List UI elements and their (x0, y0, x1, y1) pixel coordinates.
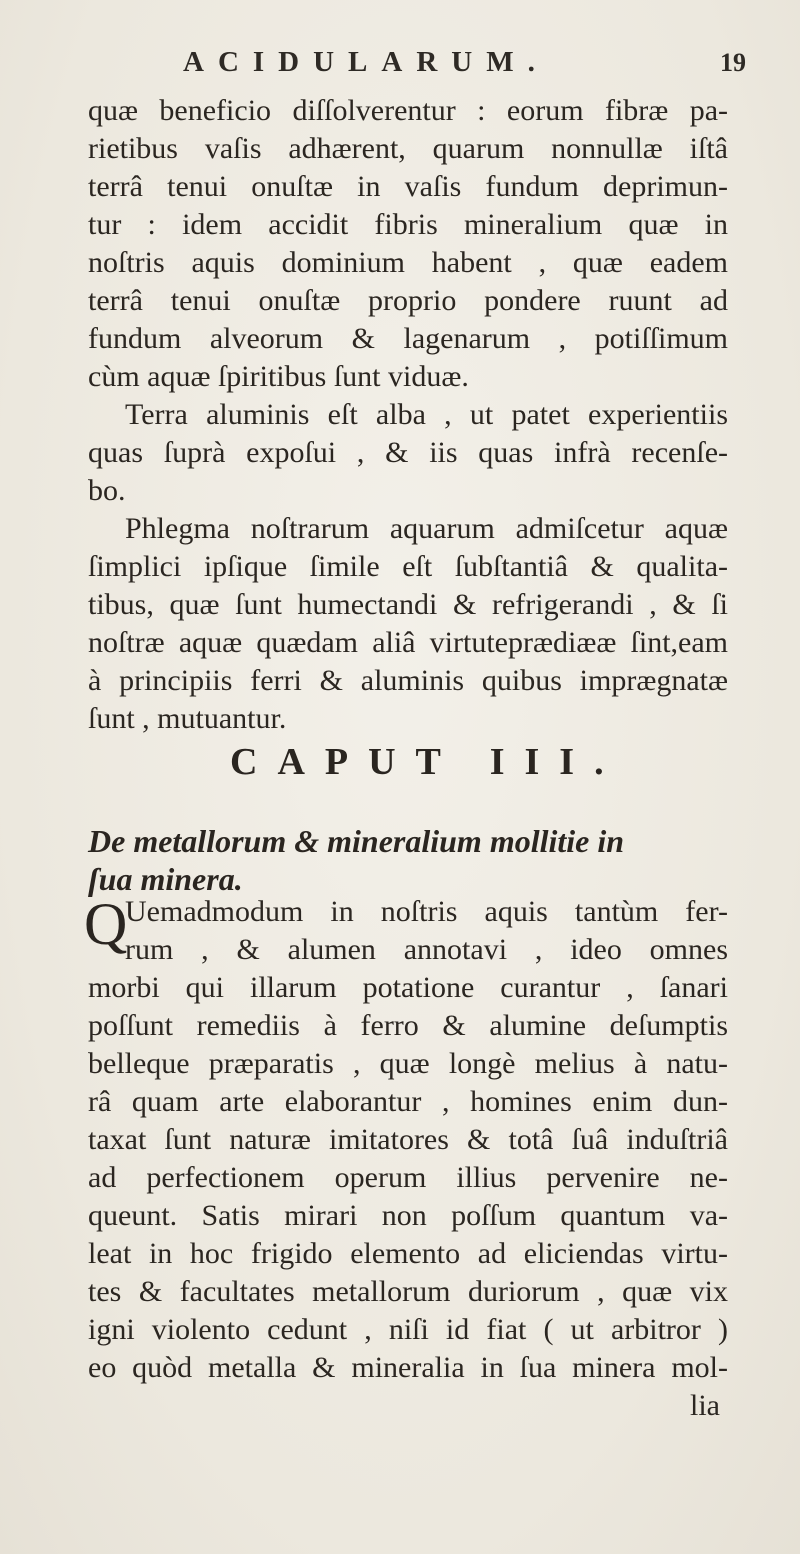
text-line: quas ſuprà expoſui , & iis quas infrà recenſe- (88, 436, 728, 469)
text-line: poſſunt remediis à ferro & alumine deſumptis (88, 1009, 728, 1042)
text-line: tur : idem accidit fibris mineralium quæ in (88, 208, 728, 241)
text-line: ad perfectionem operum illius pervenire ne- (88, 1161, 728, 1194)
text-line: queunt. Satis mirari non poſſum quantum va- (88, 1199, 728, 1232)
text-line: rum , & alumen annotavi , ideo omnes (125, 933, 728, 966)
text-line: à principiis ferri & aluminis quibus imprægnatæ (88, 664, 728, 697)
text-line: ſunt , mutuantur. (88, 702, 287, 735)
chapter-heading: CAPUT III. (230, 741, 624, 783)
running-title: ACIDULARUM. (183, 46, 549, 78)
text-line: Uemadmodum in noſtris aquis tantùm fer- (125, 895, 728, 928)
text-line: eo quòd metalla & mineralia in ſua minera mol- (88, 1351, 728, 1384)
text-line: fundum alveorum & lagenarum , potiſſimum (88, 322, 728, 355)
text-line: terrâ tenui onuſtæ proprio pondere ruunt ad (88, 284, 728, 317)
text-line: bo. (88, 474, 126, 507)
drop-cap: Q (84, 891, 128, 957)
running-head (0, 46, 800, 86)
text-line: belleque præparatis , quæ longè melius à natu- (88, 1047, 728, 1080)
text-line: tes & facultates metallorum duriorum , quæ vix (88, 1275, 728, 1308)
text-line: râ quam arte elaborantur , homines enim dun- (88, 1085, 728, 1118)
text-line: Terra aluminis eſt alba , ut patet experientiis (125, 398, 728, 431)
text-line: Phlegma noſtrarum aquarum admiſcetur aquæ (125, 512, 728, 545)
text-line: morbi qui illarum potatione curantur , ſanari (88, 971, 728, 1004)
text-line: ſimplici ipſique ſimile eſt ſubſtantiâ & qualita- (88, 550, 728, 583)
text-line: rietibus vaſis adhærent, quarum nonnullæ iſtâ (88, 132, 728, 165)
text-line: terrâ tenui onuſtæ in vaſis fundum deprimun- (88, 170, 728, 203)
text-line: quæ beneficio diſſolverentur : eorum fibræ pa- (88, 94, 728, 127)
text-line: taxat ſunt naturæ imitatores & totâ ſuâ induſtriâ (88, 1123, 728, 1156)
text-line: noſtræ aquæ quædam aliâ virtuteprædiææ ſint,eam (88, 626, 728, 659)
text-line: igni violento cedunt , niſi id fiat ( ut arbitror ) (88, 1313, 728, 1346)
chapter-subtitle: ſua minera. (88, 861, 243, 897)
text-line: tibus, quæ ſunt humectandi & refrigerandi , & ſi (88, 588, 728, 621)
text-line: cùm aquæ ſpiritibus ſunt viduæ. (88, 360, 469, 393)
chapter-subtitle: De metallorum & mineralium mollitie in (88, 823, 625, 859)
text-line: noſtris aquis dominium habent , quæ eadem (88, 246, 728, 279)
catchword: lia (690, 1389, 720, 1422)
page-number: 19 (720, 48, 746, 77)
text-line: leat in hoc frigido elemento ad eliciendas virtu- (88, 1237, 728, 1270)
